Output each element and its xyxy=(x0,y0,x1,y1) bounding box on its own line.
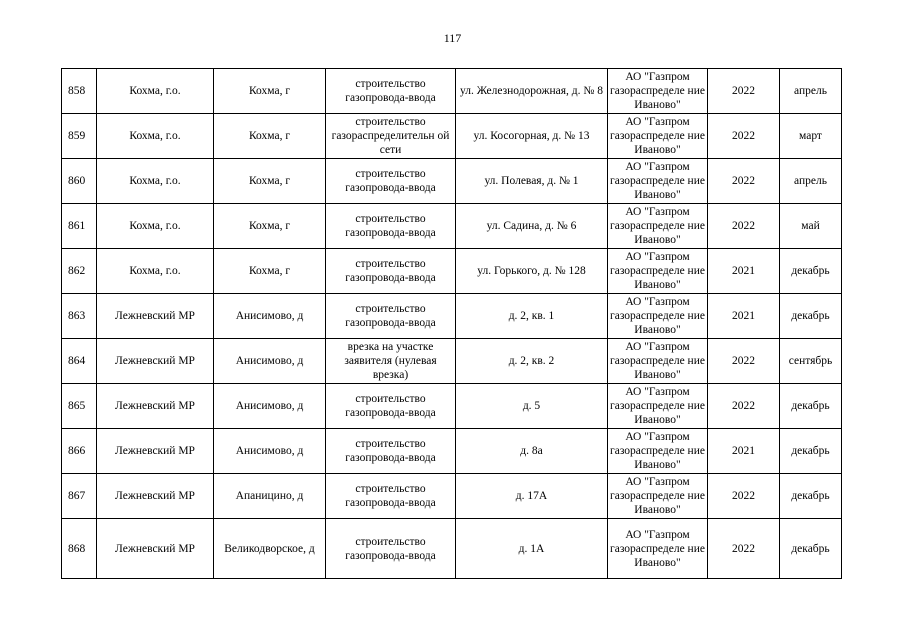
district-cell: Лежневский МР xyxy=(97,384,214,429)
work-type-cell: строительство газопровода-ввода xyxy=(326,204,456,249)
table-row xyxy=(62,339,842,384)
locality-cell: Анисимово, д xyxy=(214,294,326,339)
address-cell: ул. Полевая, д. № 1 xyxy=(456,159,608,204)
address-cell: д. 8а xyxy=(456,429,608,474)
organization-cell: АО "Газпром газораспределе ние Иваново" xyxy=(608,159,708,204)
year-cell: 2022 xyxy=(708,519,780,579)
month-cell: декабрь xyxy=(780,429,842,474)
year-cell: 2021 xyxy=(708,429,780,474)
address-cell: д. 2, кв. 1 xyxy=(456,294,608,339)
address-cell: д. 2, кв. 2 xyxy=(456,339,608,384)
work-type-cell: строительство газопровода-ввода xyxy=(326,429,456,474)
table-row xyxy=(62,474,842,519)
organization-cell: АО "Газпром газораспределе ние Иваново" xyxy=(608,249,708,294)
month-cell: сентябрь xyxy=(780,339,842,384)
district-cell: Кохма, г.о. xyxy=(97,204,214,249)
locality-cell: Кохма, г xyxy=(214,69,326,114)
work-type-cell: строительство газопровода-ввода xyxy=(326,384,456,429)
address-cell: ул. Железнодорожная, д. № 8 xyxy=(456,69,608,114)
month-cell: декабрь xyxy=(780,384,842,429)
row-number: 865 xyxy=(62,384,97,429)
organization-cell: АО "Газпром газораспределе ние Иваново" xyxy=(608,294,708,339)
month-cell: апрель xyxy=(780,159,842,204)
work-type-cell: строительство газораспределительн ой сети xyxy=(326,114,456,159)
district-cell: Кохма, г.о. xyxy=(97,249,214,294)
organization-cell: АО "Газпром газораспределе ние Иваново" xyxy=(608,114,708,159)
district-cell: Лежневский МР xyxy=(97,294,214,339)
work-type-cell: строительство газопровода-ввода xyxy=(326,159,456,204)
year-cell: 2022 xyxy=(708,114,780,159)
table-row xyxy=(62,429,842,474)
address-cell: ул. Горького, д. № 128 xyxy=(456,249,608,294)
year-cell: 2022 xyxy=(708,159,780,204)
organization-cell: АО "Газпром газораспределе ние Иваново" xyxy=(608,519,708,579)
month-cell: март xyxy=(780,114,842,159)
address-cell: ул. Косогорная, д. № 13 xyxy=(456,114,608,159)
work-type-cell: строительство газопровода-ввода xyxy=(326,474,456,519)
organization-cell: АО "Газпром газораспределе ние Иваново" xyxy=(608,384,708,429)
table-row xyxy=(62,114,842,159)
locality-cell: Апаницино, д xyxy=(214,474,326,519)
row-number: 861 xyxy=(62,204,97,249)
address-cell: д. 5 xyxy=(456,384,608,429)
address-cell: д. 17А xyxy=(456,474,608,519)
row-number: 859 xyxy=(62,114,97,159)
work-type-cell: врезка на участке заявителя (нулевая врезка) xyxy=(326,339,456,384)
year-cell: 2021 xyxy=(708,294,780,339)
registry-table xyxy=(61,68,842,579)
year-cell: 2022 xyxy=(708,204,780,249)
year-cell: 2022 xyxy=(708,339,780,384)
locality-cell: Анисимово, д xyxy=(214,384,326,429)
month-cell: декабрь xyxy=(780,294,842,339)
row-number: 858 xyxy=(62,69,97,114)
locality-cell: Анисимово, д xyxy=(214,339,326,384)
table-row xyxy=(62,69,842,114)
address-cell: д. 1А xyxy=(456,519,608,579)
month-cell: декабрь xyxy=(780,519,842,579)
row-number: 862 xyxy=(62,249,97,294)
row-number: 867 xyxy=(62,474,97,519)
row-number: 864 xyxy=(62,339,97,384)
locality-cell: Анисимово, д xyxy=(214,429,326,474)
table-row xyxy=(62,294,842,339)
organization-cell: АО "Газпром газораспределе ние Иваново" xyxy=(608,69,708,114)
row-number: 866 xyxy=(62,429,97,474)
table-row xyxy=(62,384,842,429)
month-cell: май xyxy=(780,204,842,249)
district-cell: Кохма, г.о. xyxy=(97,114,214,159)
organization-cell: АО "Газпром газораспределе ние Иваново" xyxy=(608,339,708,384)
district-cell: Лежневский МР xyxy=(97,519,214,579)
year-cell: 2022 xyxy=(708,384,780,429)
district-cell: Лежневский МР xyxy=(97,474,214,519)
locality-cell: Великодворское, д xyxy=(214,519,326,579)
year-cell: 2022 xyxy=(708,474,780,519)
organization-cell: АО "Газпром газораспределе ние Иваново" xyxy=(608,429,708,474)
month-cell: апрель xyxy=(780,69,842,114)
locality-cell: Кохма, г xyxy=(214,159,326,204)
locality-cell: Кохма, г xyxy=(214,204,326,249)
row-number: 863 xyxy=(62,294,97,339)
district-cell: Кохма, г.о. xyxy=(97,69,214,114)
district-cell: Кохма, г.о. xyxy=(97,159,214,204)
organization-cell: АО "Газпром газораспределе ние Иваново" xyxy=(608,474,708,519)
row-number: 868 xyxy=(62,519,97,579)
work-type-cell: строительство газопровода-ввода xyxy=(326,519,456,579)
locality-cell: Кохма, г xyxy=(214,114,326,159)
table-row xyxy=(62,519,842,579)
year-cell: 2022 xyxy=(708,69,780,114)
work-type-cell: строительство газопровода-ввода xyxy=(326,294,456,339)
month-cell: декабрь xyxy=(780,249,842,294)
row-number: 860 xyxy=(62,159,97,204)
locality-cell: Кохма, г xyxy=(214,249,326,294)
work-type-cell: строительство газопровода-ввода xyxy=(326,249,456,294)
work-type-cell: строительство газопровода-ввода xyxy=(326,69,456,114)
district-cell: Лежневский МР xyxy=(97,429,214,474)
year-cell: 2021 xyxy=(708,249,780,294)
address-cell: ул. Садина, д. № 6 xyxy=(456,204,608,249)
table-row xyxy=(62,249,842,294)
district-cell: Лежневский МР xyxy=(97,339,214,384)
table-row xyxy=(62,204,842,249)
month-cell: декабрь xyxy=(780,474,842,519)
page-number: 117 xyxy=(443,31,462,45)
organization-cell: АО "Газпром газораспределе ние Иваново" xyxy=(608,204,708,249)
table-row xyxy=(62,159,842,204)
